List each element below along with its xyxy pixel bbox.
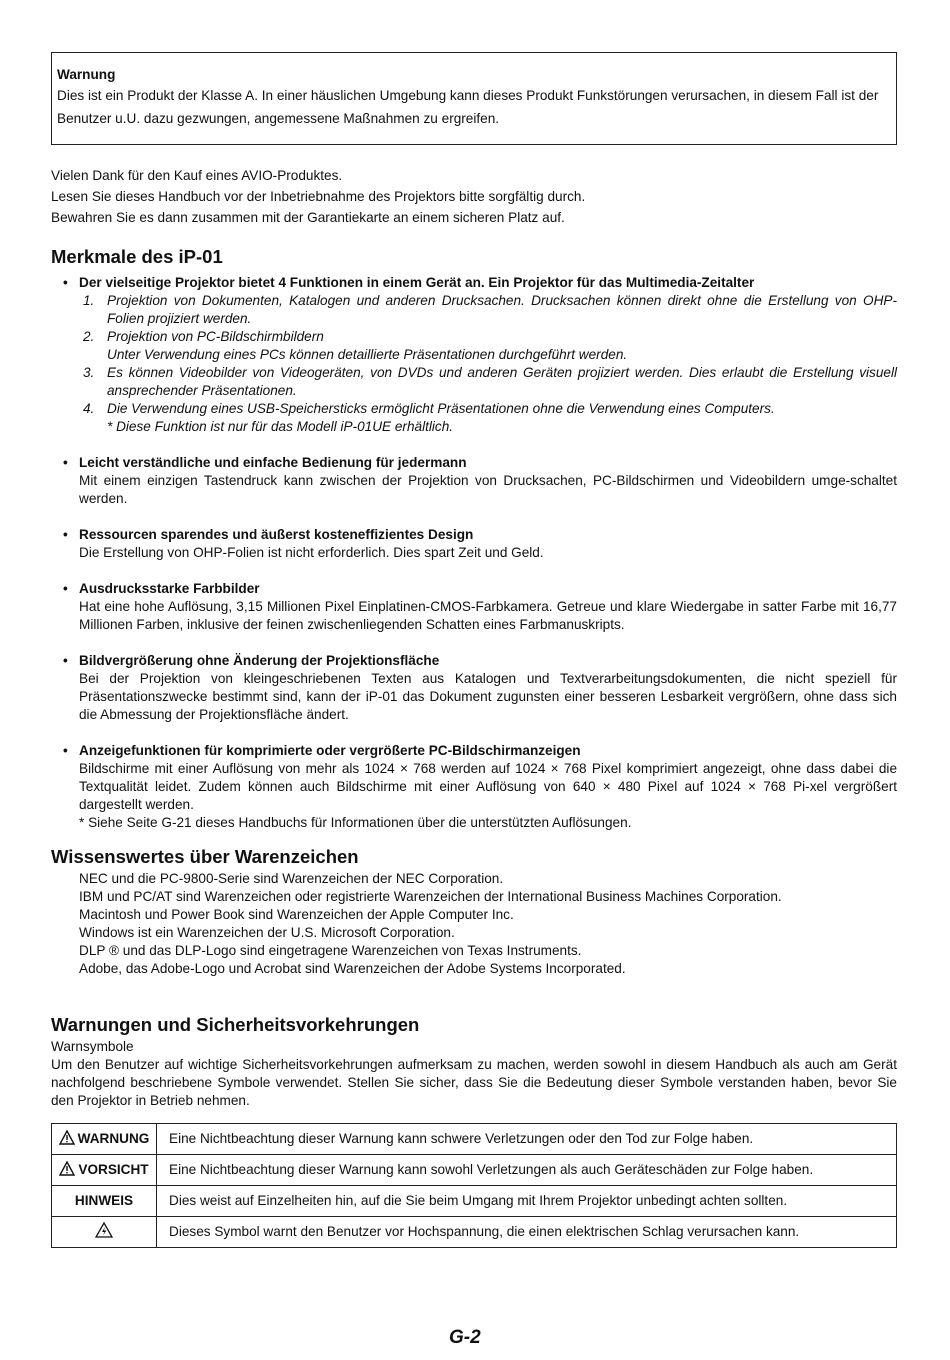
intro-line: Lesen Sie dieses Handbuch vor der Inbetriebnahme des Projektors bitte sorgfältig durch. [51, 189, 586, 204]
bullet-dot: • [63, 275, 68, 290]
table-row [52, 1155, 897, 1186]
feature-bullet-text: Bei der Projektion von kleingeschriebenen Texten aus Katalogen und Textverarbeitungsdokumenten, die nicht speziell für Präsentationszwecke bestimmt sind, kann der iP-01 das Dokument zugunsten einer besseren Lesbarkeit vergrößern, ohne dass sich die Abmessung der Projektionsfläche ändert. [79, 671, 897, 722]
trademarks-list [51, 870, 897, 978]
feature-bullet-text: Die Erstellung von OHP-Folien ist nicht erforderlich. Dies spart Zeit und Geld. [79, 545, 544, 560]
list-item: 4. Die Verwendung eines USB-Speichersticks ermöglicht Präsentationen ohne die Verwendung eines Computers. * Diese Funktion ist nur für das Modell iP-01UE erhältlich. [83, 401, 775, 434]
symbol-key-cell: WARNUNG [52, 1124, 157, 1155]
page-content [51, 52, 897, 1248]
table-row [52, 1186, 897, 1217]
trademarks-heading: Wissenswertes über Warenzeichen [51, 846, 359, 867]
feature-bullet [51, 742, 897, 832]
table-row [52, 1124, 897, 1155]
safety-text: Um den Benutzer auf wichtige Sicherheitsvorkehrungen aufmerksam zu machen, werden sowohl in diesem Handbuch als auch am Gerät nachfolgend beschriebene Symbole verwendet. Stellen Sie sicher, dass Sie die Bedeutung dieser Symbole verstanden haben, bevor Sie den Projektor in Betrieb nehmen. [51, 1057, 897, 1108]
high-voltage-triangle-icon [95, 1222, 113, 1238]
warning-triangle-icon [59, 1130, 75, 1145]
list-item: 3. Es können Videobilder von Videogeräten, von DVDs und anderen Geräten projiziert werden. Dies erlaubt die Erstellung visuell ansprechender Präsentationen. [83, 365, 897, 398]
warning-symbols-table [51, 1123, 897, 1248]
feature-bullet [51, 454, 897, 508]
feature-function-list [79, 292, 897, 436]
bullet-dot: • [63, 743, 68, 758]
list-item: 1. Projektion von Dokumenten, Katalogen und anderen Drucksachen. Drucksachen können direkt ohne die Erstellung von OHP-Folien projiziert werden. [83, 293, 897, 326]
symbol-description-cell: Dieses Symbol warnt den Benutzer vor Hochspannung, die einen elektrischen Schlag verursachen kann. [157, 1217, 897, 1248]
feature-bullet [51, 652, 897, 724]
features-heading: Merkmale des iP-01 [51, 246, 223, 267]
bullet-dot: • [63, 581, 68, 596]
symbol-description-cell: Eine Nichtbeachtung dieser Warnung kann sowohl Verletzungen als auch Geräteschäden zur Folge haben. [157, 1155, 897, 1186]
intro-line: Bewahren Sie es dann zusammen mit der Garantiekarte an einem sicheren Platz auf. [51, 210, 565, 225]
class-a-warning-box [51, 52, 897, 145]
intro [51, 165, 897, 228]
page-number: G-2 [449, 1327, 481, 1348]
bullet-dot: • [63, 653, 68, 668]
feature-bullet [51, 580, 897, 634]
symbol-key-cell: HINWEIS [52, 1186, 157, 1217]
feature-bullet-text: Bildschirme mit einer Auflösung von mehr als 1024 × 768 werden auf 1024 × 768 Pixel komprimiert angezeigt, ohne dass dabei die Textqualität leidet. Zudem können auch Bildschirme mit einer Auflösung von 640 × 480 Pixel auf 1024 × 768 Pi-xel vergrößert dargestellt werden. [79, 761, 897, 812]
feature-bullet-head: Anzeigefunktionen für komprimierte oder vergrößerte PC-Bildschirmanzeigen [79, 743, 581, 758]
bullet-dot: • [63, 527, 68, 542]
warning-box-text: Dies ist ein Produkt der Klasse A. In einer häuslichen Umgebung kann dieses Produkt Funkstörungen verursachen, in diesem Fall ist der Benutzer u.U. dazu gezwungen, angemessene Maßnahmen zu ergreifen. [57, 88, 879, 126]
symbol-description-cell: Eine Nichtbeachtung dieser Warnung kann schwere Verletzungen oder den Tod zur Folge haben. [157, 1124, 897, 1155]
feature-bullet-text: Hat eine hohe Auflösung, 3,15 Millionen Pixel Einplatinen-CMOS-Farbkamera. Getreue und klare Wiedergabe in satter Farbe mit 16,77 Millionen Farben, inklusive der feinen zwischenliegenden Schatten eines Farbmanuskripts. [79, 599, 897, 632]
warning-triangle-icon [59, 1161, 75, 1176]
symbol-key-cell: VORSICHT [52, 1155, 157, 1186]
feature-bullet-note: * Siehe Seite G-21 dieses Handbuchs für Informationen über die unterstützten Auflösungen. [79, 815, 632, 830]
intro-line: Vielen Dank für den Kauf eines AVIO-Produktes. [51, 168, 343, 183]
trademark-line: IBM und PC/AT sind Warenzeichen oder registrierte Warenzeichen der International Business Machines Corporation. [79, 889, 782, 904]
feature-bullet-head: Bildvergrößerung ohne Änderung der Projektionsfläche [79, 653, 440, 668]
trademark-line: Windows ist ein Warenzeichen der U.S. Microsoft Corporation. [79, 925, 455, 940]
trademark-line: Adobe, das Adobe-Logo und Acrobat sind Warenzeichen der Adobe Systems Incorporated. [79, 961, 626, 976]
feature-bullet [51, 274, 897, 436]
symbol-key-cell [52, 1217, 157, 1248]
feature-bullet-head: Leicht verständliche und einfache Bedienung für jedermann [79, 455, 467, 470]
feature-bullet-head: Ausdrucksstarke Farbbilder [79, 581, 260, 596]
trademark-line: DLP ® und das DLP-Logo sind eingetragene Warenzeichen von Texas Instruments. [79, 943, 582, 958]
list-item: 2. Projektion von PC-Bildschirmbildern Unter Verwendung eines PCs können detaillierte Präsentationen durchgeführt werden. [83, 329, 628, 362]
trademark-line: NEC und die PC-9800-Serie sind Warenzeichen der NEC Corporation. [79, 871, 504, 886]
feature-bullet-head: Der vielseitige Projektor bietet 4 Funktionen in einem Gerät an. Ein Projektor für das Multimedia-Zeitalter [79, 275, 755, 290]
table-row [52, 1217, 897, 1248]
feature-bullet-text: Mit einem einzigen Tastendruck kann zwischen der Projektion von Drucksachen, PC-Bildschirmen und Videobildern umge-schaltet werden. [79, 473, 897, 506]
bullet-dot: • [63, 455, 68, 470]
feature-bullet [51, 526, 897, 562]
symbol-description-cell: Dies weist auf Einzelheiten hin, auf die Sie beim Umgang mit Ihrem Projektor unbedingt achten sollten. [157, 1186, 897, 1217]
feature-bullet-head: Ressourcen sparendes und äußerst kosteneffizientes Design [79, 527, 474, 542]
safety-subheading: Warnsymbole [51, 1039, 134, 1054]
safety-heading: Warnungen und Sicherheitsvorkehrungen [51, 1014, 420, 1035]
warning-box-title: Warnung [57, 67, 116, 82]
trademark-line: Macintosh und Power Book sind Warenzeichen der Apple Computer Inc. [79, 907, 514, 922]
safety-intro [51, 1038, 897, 1110]
